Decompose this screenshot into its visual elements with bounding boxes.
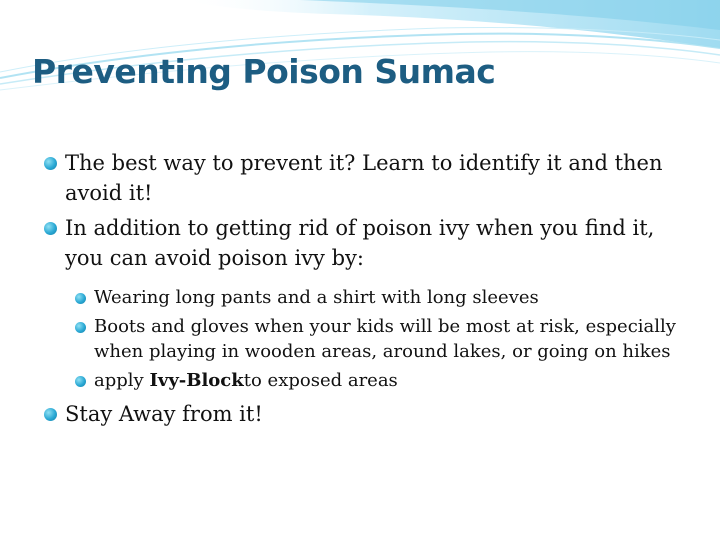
bullet-text: In addition to getting rid of poison ivy when you find it, you can avoid poison ivy by:: [65, 216, 655, 270]
slide-title: Preventing Poison Sumac: [32, 52, 496, 91]
bullet-item: [44, 213, 684, 273]
bullet-icon: [44, 408, 57, 421]
bullet-icon: [44, 222, 57, 235]
bullet-text: Stay Away from it!: [65, 402, 263, 426]
sub-bullet-prefix: apply: [94, 370, 150, 391]
sub-bullet-item: [44, 314, 684, 364]
sub-bullet-text: Wearing long pants and a shirt with long sleeves: [94, 287, 539, 308]
bullet-item: [44, 399, 684, 429]
sub-bullet-icon: [75, 322, 86, 333]
sub-bullet-list: [44, 285, 684, 393]
sub-bullet-icon: [75, 376, 86, 387]
bullet-text: The best way to prevent it? Learn to identify it and then avoid it!: [65, 151, 663, 205]
sub-bullet-item: [44, 368, 684, 393]
bullet-icon: [44, 157, 57, 170]
sub-bullet-suffix: to exposed areas: [243, 370, 398, 391]
sub-bullet-icon: [75, 293, 86, 304]
sub-bullet-text: Boots and gloves when your kids will be most at risk, especially when playing in wooden areas, around lakes, or going on hikes: [94, 316, 676, 362]
product-name: Ivy-Block: [149, 370, 244, 391]
bullet-list: [44, 148, 684, 434]
bullet-item: [44, 148, 684, 208]
sub-bullet-item: [44, 285, 684, 310]
